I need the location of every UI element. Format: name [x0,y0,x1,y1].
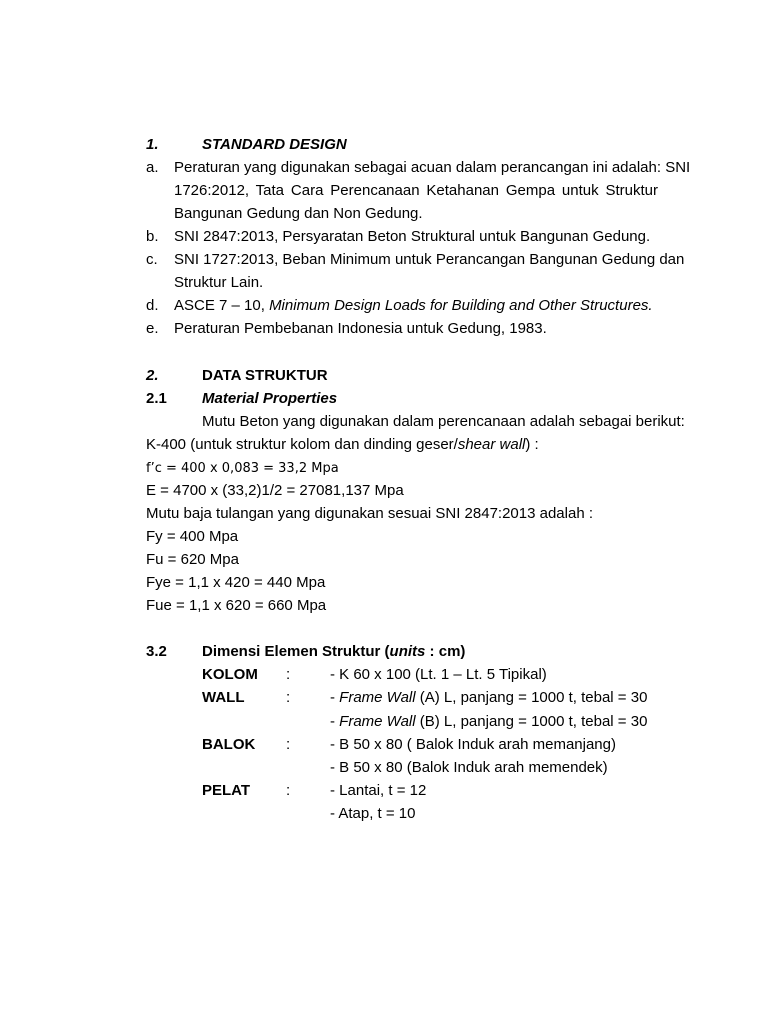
wall-b-rest: (B) L, panjang = 1000 t, tebal = 30 [415,713,648,730]
wall-b-italic: Frame Wall [339,713,416,730]
kolom-value: - K 60 x 100 (Lt. 1 – Lt. 5 Tipikal) [330,666,547,683]
wall-a-rest: (A) L, panjang = 1000 t, tebal = 30 [415,689,648,706]
item-d-text [174,297,653,315]
item-a-line-3: Bangunan Gedung dan Non Gedung. [174,205,423,222]
subsection-2-1-title: Material Properties [202,390,338,407]
item-a-line-1: Peraturan yang digunakan sebagai acuan dalam perancangan ini adalah: SNI [174,159,691,176]
k400-line [146,436,539,454]
wall-value-a [330,689,647,707]
item-a-line-2: 1726:2012, Tata Cara Perencanaan Ketahanan Gempa untuk Struktur [174,182,658,199]
fc-formula: f’c = 400 x 0,083 = 33,2 Mpa [146,461,339,476]
balok-value-1: - B 50 x 80 ( Balok Induk arah memanjang) [330,736,616,753]
pelat-value-2: - Atap, t = 10 [330,805,416,822]
steel-intro: Mutu baja tulangan yang digunakan sesuai SNI 2847:2013 adalah : [146,505,594,522]
item-c-marker: c. [146,251,158,268]
pelat-label: PELAT [202,782,251,799]
item-e-marker: e. [146,320,159,337]
section-3-2-number: 3.2 [146,643,167,660]
e-formula: E = 4700 x (33,2)1/2 = 27081,137 Mpa [146,482,404,499]
section-3-2-title [202,643,465,661]
item-c-line-2: Struktur Lain. [174,274,264,291]
k400-italic: shear wall [457,436,526,453]
fye-value: Fye = 1,1 x 420 = 440 Mpa [146,574,326,591]
section-3-2-title-end: : cm) [425,643,466,660]
balok-label: BALOK [202,736,256,753]
fy-value: Fy = 400 Mpa [146,528,239,545]
concrete-intro: Mutu Beton yang digunakan dalam perencanaan adalah sebagai berikut: [202,413,685,430]
item-b-line-1: SNI 2847:2013, Persyaratan Beton Struktural untuk Bangunan Gedung. [174,228,651,245]
pelat-colon: : [286,782,291,799]
item-d-marker: d. [146,297,159,314]
item-e-line-1: Peraturan Pembebanan Indonesia untuk Gedung, 1983. [174,320,547,337]
wall-value-b [330,713,647,731]
item-a-marker: a. [146,159,159,176]
fu-value: Fu = 620 Mpa [146,551,239,568]
balok-colon: : [286,736,291,753]
kolom-colon: : [286,666,291,683]
wall-a-italic: Frame Wall [339,689,416,706]
item-c-line-1: SNI 1727:2013, Beban Minimum untuk Perancangan Bangunan Gedung dan [174,251,685,268]
fue-value: Fue = 1,1 x 620 = 660 Mpa [146,597,327,614]
section-2-title: DATA STRUKTUR [202,367,328,384]
subsection-2-1-number: 2.1 [146,390,167,407]
pelat-value-1: - Lantai, t = 12 [330,782,427,799]
k400-end: ) : [525,436,539,453]
wall-label: WALL [202,689,245,706]
wall-colon: : [286,689,291,706]
section-3-2-title-italic: units [389,643,426,660]
item-b-marker: b. [146,228,159,245]
item-d-italic: Minimum Design Loads for Building and Other Structures. [269,297,653,314]
wall-b-prefix: - [330,713,340,730]
k400-plain: K-400 (untuk struktur kolom dan dinding geser/ [146,436,458,453]
kolom-label: KOLOM [202,666,258,683]
section-2-number: 2. [146,367,159,384]
section-3-2-title-plain: Dimensi Elemen Struktur ( [202,643,390,660]
section-1-number: 1. [146,136,159,153]
wall-a-prefix: - [330,689,340,706]
balok-value-2: - B 50 x 80 (Balok Induk arah memendek) [330,759,608,776]
section-1-title: STANDARD DESIGN [202,136,347,153]
item-d-plain: ASCE 7 – 10, [174,297,270,314]
